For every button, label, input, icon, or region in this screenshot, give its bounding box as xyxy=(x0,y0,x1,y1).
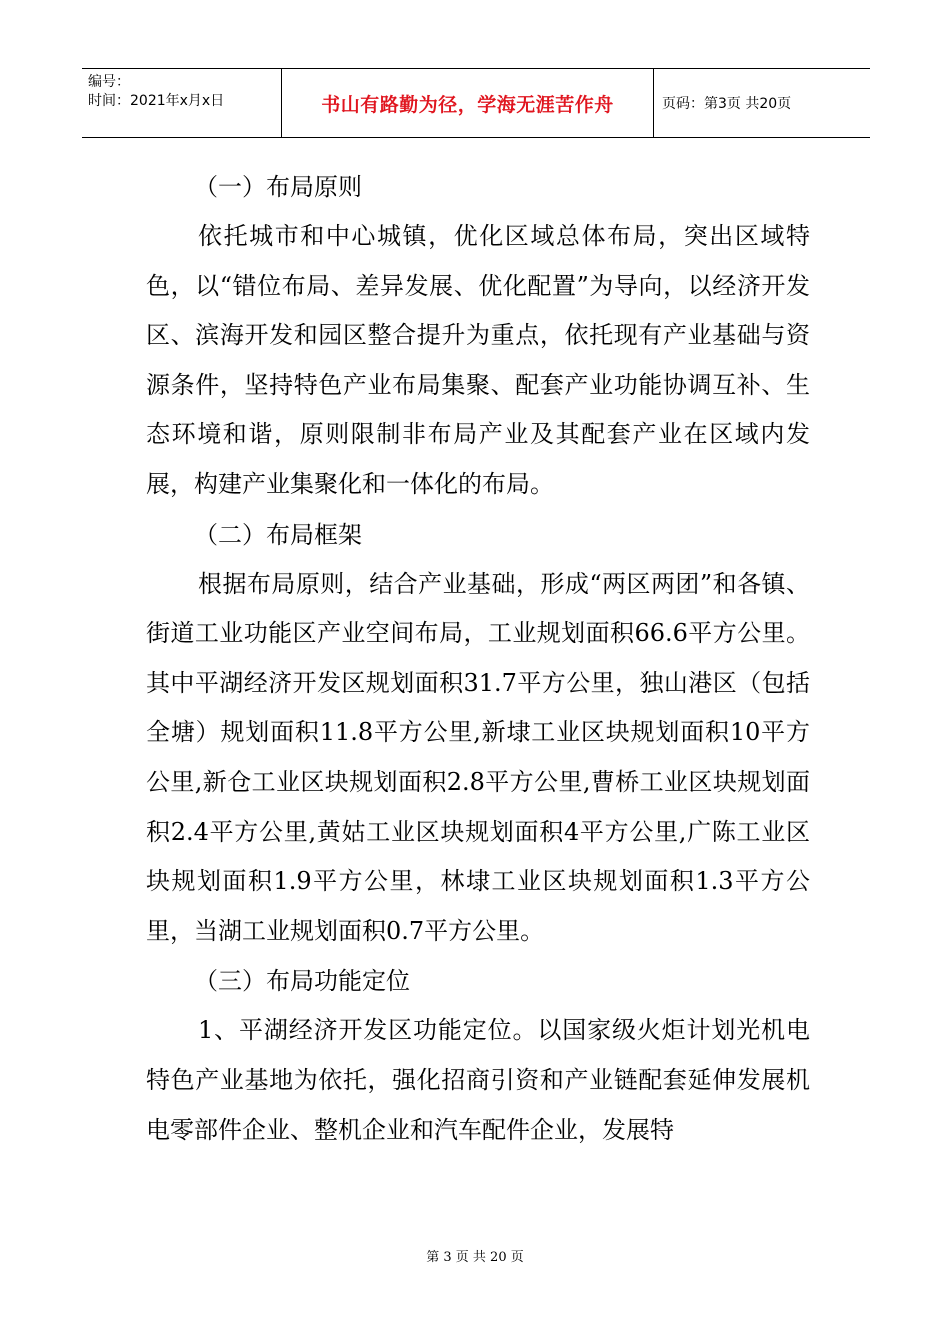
header-page-info: 页码：第3页 共20页 xyxy=(662,96,792,112)
page-header xyxy=(82,68,870,138)
section-paragraph: 根据布局原则，结合产业基础，形成“两区两团”和各镇、街道工业功能区产业空间布局，工业规划面积66.6平方公里。其中平湖经济开发区规划面积31.7平方公里，独山港区（包括全塘）规划面积11.8平方公里,新埭工业区块规划面积10平方公里,新仓工业区块规划面积2.8平方公里,曹桥工业区块规划面积2.4平方公里,黄姑工业区块规划面积4平方公里,广陈工业区块规划面积1.9平方公里，林埭工业区块规划面积1.3平方公里，当湖工业规划面积0.7平方公里。 xyxy=(146,569,810,945)
section-heading-layout-framework: （二）布局框架 xyxy=(194,520,362,549)
page-footer: 第 3 页 共 20 页 xyxy=(426,1250,524,1265)
document-time-label: 时间：2021年x月x日 xyxy=(88,93,225,109)
header-meta xyxy=(82,69,282,137)
section-paragraph: 1、平湖经济开发区功能定位。以国家级火炬计划光机电特色产业基地为依托，强化招商引资和产业链配套延伸发展机电零部件企业、整机企业和汽车配件企业，发展特 xyxy=(146,1016,810,1144)
section-paragraph: 依托城市和中心城镇，优化区域总体布局，突出区域特色，以“错位布局、差异发展、优化配置”为导向，以经济开发区、滨海开发和园区整合提升为重点，依托现有产业基础与资源条件，坚持特色产业布局集聚、配套产业功能协调互补、生态环境和谐，原则限制非布局产业及其配套产业在区域内发展，构建产业集聚化和一体化的布局。 xyxy=(146,222,810,498)
section-heading-layout-principles: （一）布局原则 xyxy=(194,173,362,201)
header-motto: 书山有路勤为径，学海无涯苦作舟 xyxy=(282,69,654,137)
document-body xyxy=(146,162,810,1155)
section-heading-function-positioning: （三）布局功能定位 xyxy=(194,967,410,996)
document-number-label: 编号： xyxy=(88,74,130,90)
